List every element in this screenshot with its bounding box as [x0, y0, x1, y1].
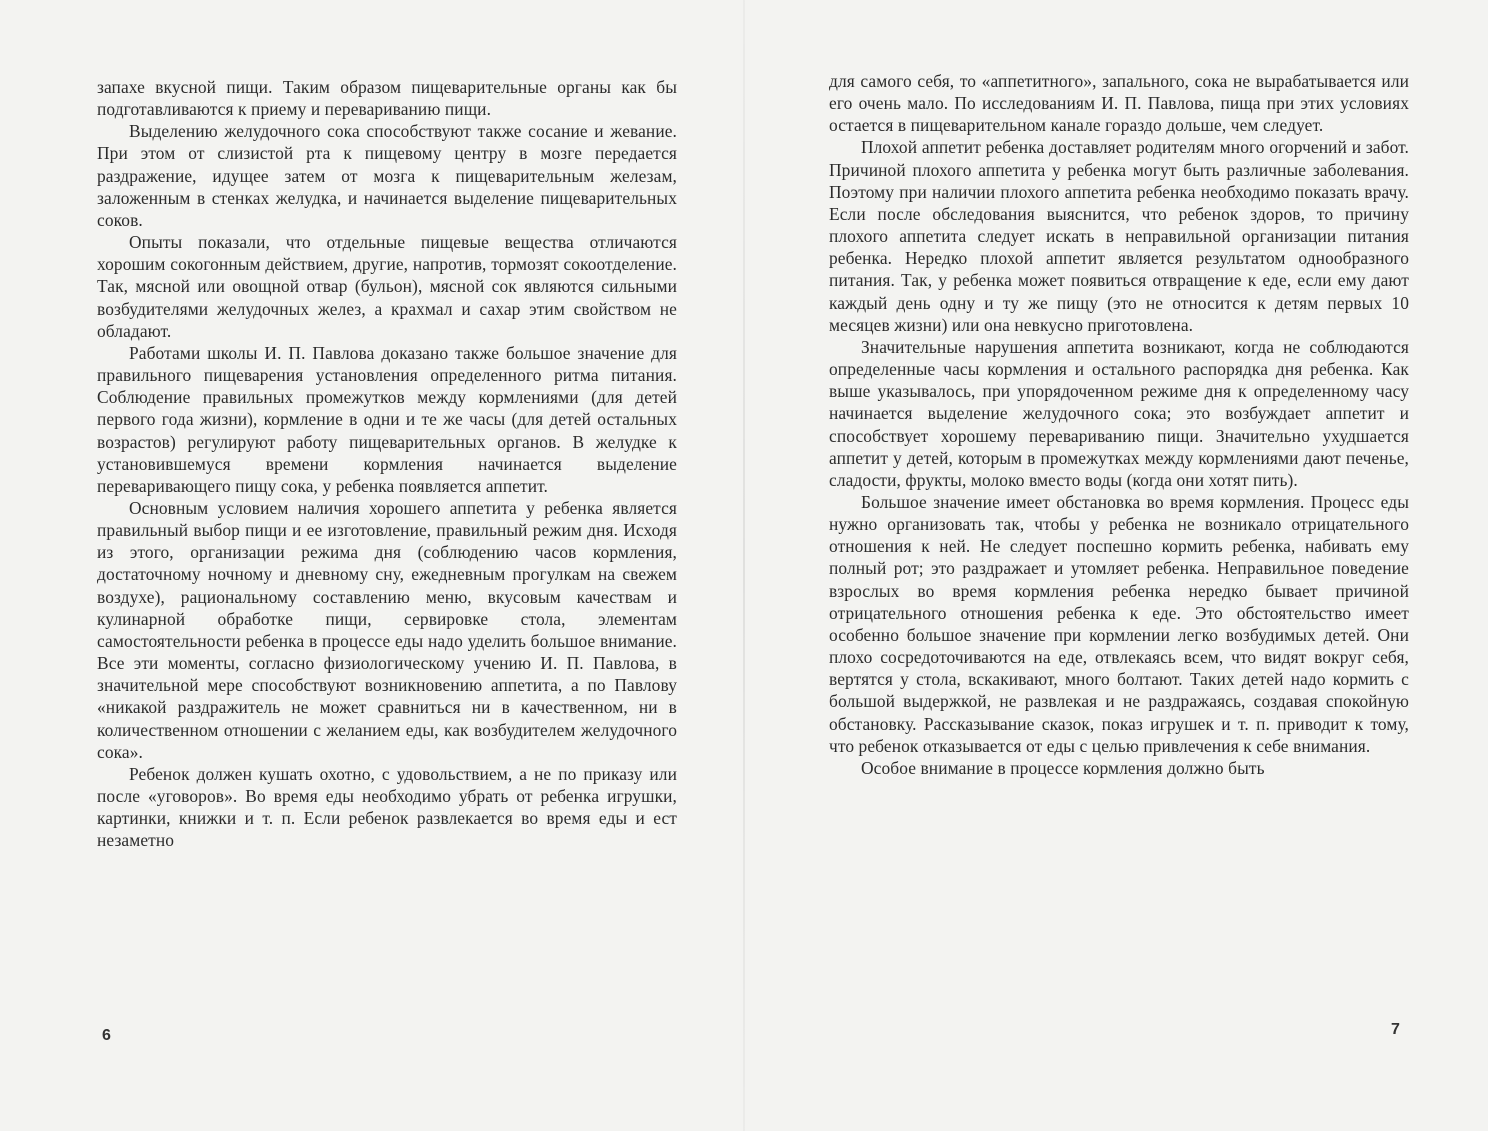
paragraph: Большое значение имеет обстановка во время кормления. Процесс еды нужно организовать так, чтобы у ребенка не возникало отрицательного отношения к ней. Не следует поспешно кормить ребенка, набивать ему полный рот; это раздражает и утомляет ребенка. Неправильное поведение взрослых во время кормления ребенка нередко бывает причиной отрицательного отношения ребенка к еде. Это обстоятельство имеет особенно большое значение при кормлении легко возбудимых детей. Они плохо сосредоточиваются на еде, отвлекаясь всем, что видят вокруг себя, вертятся у стола, вскакивают, много болтают. Таких детей надо кормить с большой выдержкой, не развлекая и не раздражаясь, создавая спокойную обстановку. Рассказывание сказок, показ игрушек и т. п. приводит к тому, что ребенок отказывается от еды с целью привлечения к себе внимания. — [829, 491, 1409, 756]
paragraph: Плохой аппетит ребенка доставляет родителям много огорчений и забот. Причиной плохого аппетита у ребенка могут быть различные заболевания. Поэтому при наличии плохого аппетита ребенка необходимо показать врачу. Если после обследования выяснится, что ребенок здоров, то причину плохого аппетита следует искать в неправильной организации питания ребенка. Нередко плохой аппетит является результатом однообразного питания. Так, у ребенка может появиться отвращение к еде, если ему дают каждый день одну и ту же пищу (это не относится к детям первых 10 месяцев жизни) или она невкусно приготовлена. — [829, 137, 1409, 335]
paragraph: Опыты показали, что отдельные пищевые вещества отличаются хорошим сокогонным действием, другие, напротив, тормозят сокоотделение. Так, мясной или овощной отвар (бульон), мясной сок являются сильными возбудителями желудочных желез, а крахмал и сахар этим свойством не обладают. — [97, 232, 677, 341]
page-number: 7 — [1391, 1021, 1400, 1038]
right-page-text — [829, 70, 1409, 779]
paragraph: для самого себя, то «аппетитного», запального, сока не вырабатывается или его очень мало. По исследованиям И. П. Павлова, пища при этих условиях остается в пищеварительном канале гораздо дольше, чем следует. — [829, 71, 1409, 136]
paragraph: Работами школы И. П. Павлова доказано также большое значение для правильного пищеварения установления определенного ритма питания. Соблюдение правильных промежутков между кормлениями (для детей первого года жизни), кормление в одни и те же часы (для детей остальных возрастов) регулируют работу пищеварительных органов. В желудке к установившемуся времени кормления начинается выделение переваривающего пищу сока, у ребенка появляется аппетит. — [97, 342, 677, 496]
paragraph: Ребенок должен кушать охотно, с удовольствием, а не по приказу или после «уговоров». Во время еды необходимо убрать от ребенка игрушки, картинки, книжки и т. п. Если ребенок развлекается во время еды и ест незаметно — [97, 763, 677, 851]
paragraph: Основным условием наличия хорошего аппетита у ребенка является правильный выбор пищи и ее изготовление, правильный режим дня. Исходя из этого, организации режима дня (соблюдению часов кормления, достаточному ночному и дневному сну, ежедневным прогулкам на свежем воздухе), рациональному составлению меню, вкусовым качествам и кулинарной обработке пищи, сервировке стола, элементам самостоятельности ребенка в процессе еды надо уделить большое внимание. Все эти моменты, согласно физиологическому учению И. П. Павлова, в значительной мере способствуют возникновению аппетита, а по Павлову «никакой раздражитель не может сравниться ни в качественном, ни в количественном отношении с желанием еды, как возбудителем желудочного сока». — [97, 497, 677, 762]
paragraph: Особое внимание в процессе кормления должно быть — [861, 757, 1265, 778]
paragraph: запахе вкусной пищи. Таким образом пищеварительные органы как бы подготавливаются к приему и перевариванию пищи. — [97, 77, 677, 120]
page-number: 6 — [102, 1027, 111, 1044]
paragraph: Значительные нарушения аппетита возникают, когда не соблюдаются определенные часы кормления и остального распорядка дня ребенка. Как выше указывалось, при упорядоченном режиме дня к определенному часу начинается выделение желудочного сока; это возбуждает аппетит и способствует хорошему перевариванию пищи. Значительно ухудшается аппетит у детей, которым в промежутках между кормлениями дают печенье, сладости, фрукты, молоко вместо воды (когда они хотят пить). — [829, 336, 1409, 490]
paragraph: Выделению желудочного сока способствуют также сосание и жевание. При этом от слизистой рта к пищевому центру в мозге передается раздражение, идущее затем от мозга к пищеварительным железам, заложенным в стенках желудка, и начинается выделение пищеварительных соков. — [97, 121, 677, 230]
right-page — [744, 0, 1488, 1131]
left-page-text — [97, 76, 677, 851]
